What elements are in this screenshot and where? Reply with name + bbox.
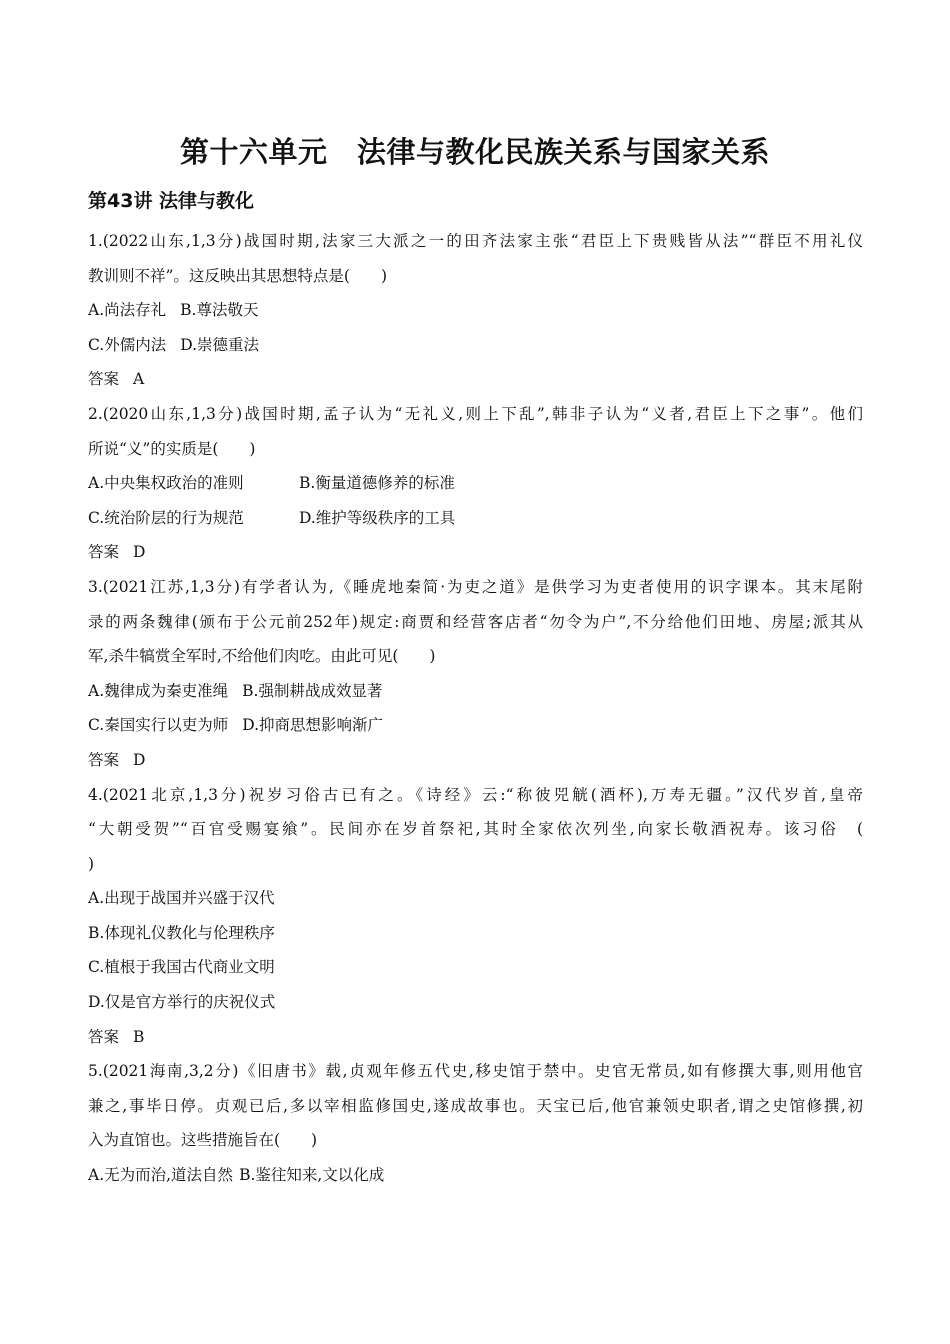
question-stem-line: 4.(2021北京,1,3分)祝岁习俗古已有之。《诗经》云:“称彼兕觥(酒杯),万寿无疆。”汉代岁首,皇帝: [88, 785, 863, 804]
answer-label: 答案: [88, 543, 120, 562]
option-b: B.体现礼仪教化与伦理秩序: [88, 923, 275, 942]
option-a: A.无为而治,道法自然: [88, 1166, 234, 1185]
answer-value: A: [133, 370, 145, 389]
question-stem-line: 兼之,事毕日停。贞观已后,多以宰相监修国史,遂成故事也。天宝已后,他官兼领史职者,谓之史馆修撰,初: [88, 1096, 863, 1115]
option-row: [88, 466, 863, 501]
option-row: [88, 501, 863, 536]
question-3: [88, 570, 863, 778]
option-b: B.尊法敬天: [180, 301, 259, 320]
answer-label: 答案: [88, 370, 120, 389]
answer-line: [88, 1020, 863, 1055]
option-d: D.抑商思想影响渐广: [242, 716, 384, 735]
question-stem-line: 2.(2020山东,1,3分)战国时期,孟子认为“无礼义,则上下乱”,韩非子认为“义者,君臣上下之事”。他们: [88, 404, 863, 423]
option-a: A.尚法存礼: [88, 301, 167, 320]
answer-value: B: [133, 1027, 145, 1046]
option-row: [88, 1158, 863, 1193]
option-row: [88, 293, 863, 328]
option-d: D.仅是官方举行的庆祝仪式: [88, 993, 276, 1012]
option-row: [88, 328, 863, 363]
question-4: [88, 778, 863, 1055]
option-b: B.衡量道德修养的标准: [299, 474, 455, 493]
answer-value: D: [133, 750, 146, 769]
question-stem-line: 5.(2021海南,3,2分)《旧唐书》载,贞观年修五代史,移史馆于禁中。史官无常员,如有修撰大事,则用他官: [88, 1062, 863, 1081]
option-b: B.强制耕战成效显著: [242, 681, 383, 700]
question-2: [88, 397, 863, 570]
question-list: [88, 224, 863, 1193]
option-c: C.秦国实行以吏为师: [88, 716, 229, 735]
question-stem-line: 入为直馆也。这些措施旨在( ): [88, 1131, 318, 1150]
answer-label: 答案: [88, 1027, 120, 1046]
unit-title: 第十六单元 法律与教化民族关系与国家关系: [179, 135, 770, 169]
option-b: B.鉴往知来,文以化成: [239, 1166, 385, 1185]
question-stem-line: 录的两条魏律(颁布于公元前252年)规定:商贾和经营客店者“勿令为户”,不分给他们田地、房屋;派其从: [88, 612, 863, 631]
answer-line: [88, 362, 863, 397]
question-1: [88, 224, 863, 397]
answer-line: [88, 535, 863, 570]
option-row: [88, 674, 863, 709]
option-a: A.出现于战国并兴盛于汉代: [88, 889, 275, 908]
question-stem-line: “大朝受贺”“百官受赐宴飨”。民间亦在岁首祭祀,其时全家依次列坐,向家长敬酒祝寿。该习俗 (: [88, 820, 863, 839]
question-stem-line: ): [88, 854, 95, 873]
option-c: C.外儒内法: [88, 335, 167, 354]
option-a: A.中央集权政治的准则: [88, 474, 244, 493]
option-row: [88, 708, 863, 743]
option-d: D.崇德重法: [180, 335, 260, 354]
option-a: A.魏律成为秦吏准绳: [88, 681, 229, 700]
option-d: D.维护等级秩序的工具: [299, 508, 456, 527]
option-c: C.植根于我国古代商业文明: [88, 958, 275, 977]
question-stem-line: 所说“义”的实质是( ): [88, 439, 256, 458]
option-c: C.统治阶层的行为规范: [88, 508, 244, 527]
question-5: [88, 1054, 863, 1192]
question-stem-line: 军,杀牛犒赏全军时,不给他们肉吃。由此可见( ): [88, 647, 436, 666]
answer-line: [88, 743, 863, 778]
question-stem-line: 教训则不祥”。这反映出其思想特点是( ): [88, 266, 388, 285]
answer-value: D: [133, 543, 146, 562]
answer-label: 答案: [88, 750, 120, 769]
question-stem-line: 1.(2022山东,1,3分)战国时期,法家三大派之一的田齐法家主张“君臣上下贵贱皆从法”“群臣不用礼仪: [88, 232, 863, 250]
question-stem-line: 3.(2021江苏,1,3分)有学者认为,《睡虎地秦简·为吏之道》是供学习为吏者使用的识字课本。其末尾附: [88, 577, 863, 596]
lesson-title: 第43讲 法律与教化: [88, 190, 255, 212]
